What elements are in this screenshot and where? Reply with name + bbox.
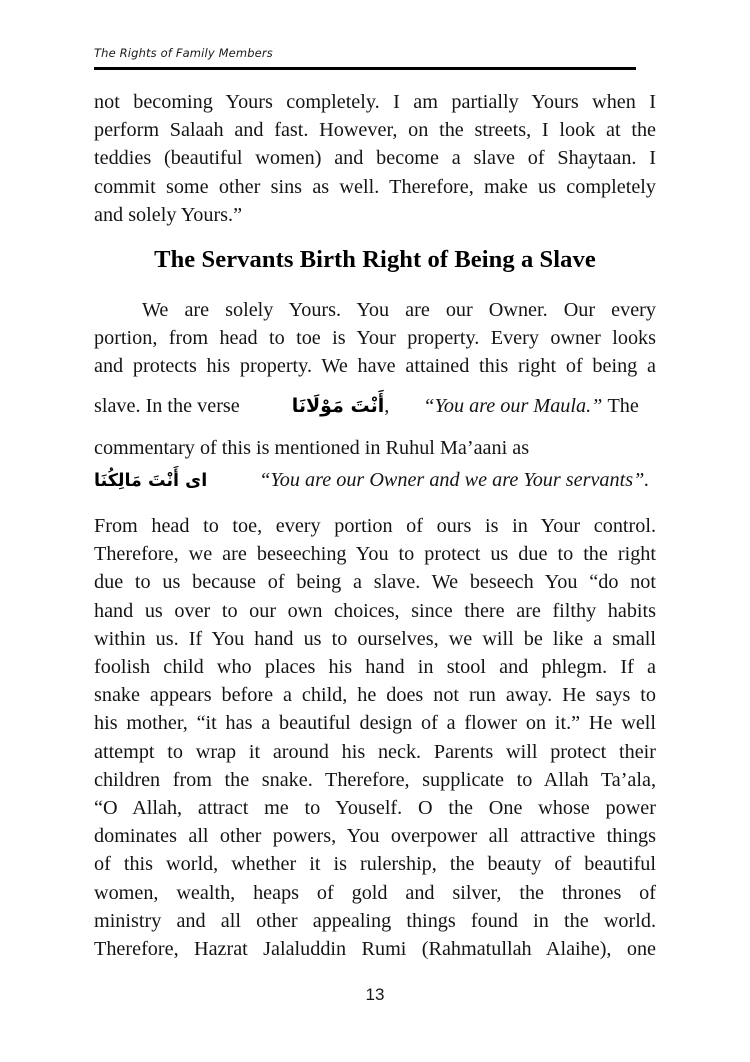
text-line: his mother, “it has a beautiful design of a flower on it.” He well — [94, 712, 656, 735]
text-line: “O Allah, attract me to Youself. O the One whose power — [94, 797, 656, 820]
text-line: foolish child who places his hand in stool and phlegm. If a — [94, 656, 656, 679]
paragraph-from-head-to-toe — [94, 512, 656, 963]
section-heading: The Servants Birth Right of Being a Slave — [154, 246, 596, 273]
running-header-text: The Rights of Family Members — [94, 46, 273, 60]
text-line: hand us over to our own choices, since there are filthy habits — [94, 599, 656, 622]
verse-line-ay-anta-malikuna — [94, 466, 656, 495]
verse-comma: , — [384, 395, 390, 417]
text-line: not becoming Yours completely. I am partially Yours when I — [94, 91, 656, 113]
running-header — [94, 46, 656, 60]
paragraph-servants-birth-right — [94, 296, 656, 381]
text-line: We are solely Yours. You are our Owner. Our every — [142, 299, 656, 321]
commentary-translation: “You are our Owner and we are Your servants”. — [259, 469, 650, 491]
text-line: snake appears before a child, he does not run away. He says to — [94, 684, 656, 707]
verse-line-anta-mawlana — [94, 392, 656, 420]
verse-lead-text: slave. In the verse — [94, 395, 240, 417]
text-line: and solely Yours.” — [94, 203, 243, 226]
text-line: within us. If You hand us to ourselves, we will be like a small — [94, 627, 656, 650]
page-number: 13 — [365, 985, 385, 1004]
text-line: From head to toe, every portion of ours is in Your control. — [94, 515, 656, 537]
text-line: commit some other sins as well. Therefore, make us completely — [94, 175, 656, 198]
text-line: teddies (beautiful women) and become a slave of Shaytaan. I — [94, 147, 656, 170]
arabic-verse-text: أَنْتَ مَوْلَانَا — [291, 395, 385, 417]
text-line: perform Salaah and fast. However, on the streets, I look at the — [94, 119, 656, 142]
text-line: portion, from head to toe is Your property. Every owner looks — [94, 327, 656, 350]
commentary-line: commentary of this is mentioned in Ruhul Ma’aani as — [94, 437, 530, 459]
verse-translation: “You are our Maula.” — [423, 395, 603, 417]
text-line: Therefore, Hazrat Jalaluddin Rumi (Rahmatullah Alaihe), one — [94, 938, 656, 961]
text-line: dominates all other powers, You overpower all attractive things — [94, 825, 656, 848]
paragraph-continuation — [94, 88, 656, 229]
verse-trailing-text: The — [607, 395, 639, 417]
text-line: ministry and all other appealing things found in the world. — [94, 909, 656, 932]
text-line: women, wealth, heaps of gold and silver, the thrones of — [94, 881, 656, 904]
text-line: and protects his property. We have attained this right of being a — [94, 355, 656, 378]
text-line: Therefore, we are beseeching You to protect us due to the right — [94, 543, 656, 566]
text-line: attempt to wrap it around his neck. Parents will protect their — [94, 740, 656, 763]
text-line: due to us because of being a slave. We beseech You “do not — [94, 571, 656, 594]
text-line: of this world, whether it is rulership, the beauty of beautiful — [94, 853, 656, 876]
text-line: children from the snake. Therefore, supplicate to Allah Ta’ala, — [94, 768, 656, 791]
header-rule — [94, 67, 636, 70]
arabic-commentary-text: اى أَنْتَ مَالِكُنَا — [94, 471, 208, 491]
